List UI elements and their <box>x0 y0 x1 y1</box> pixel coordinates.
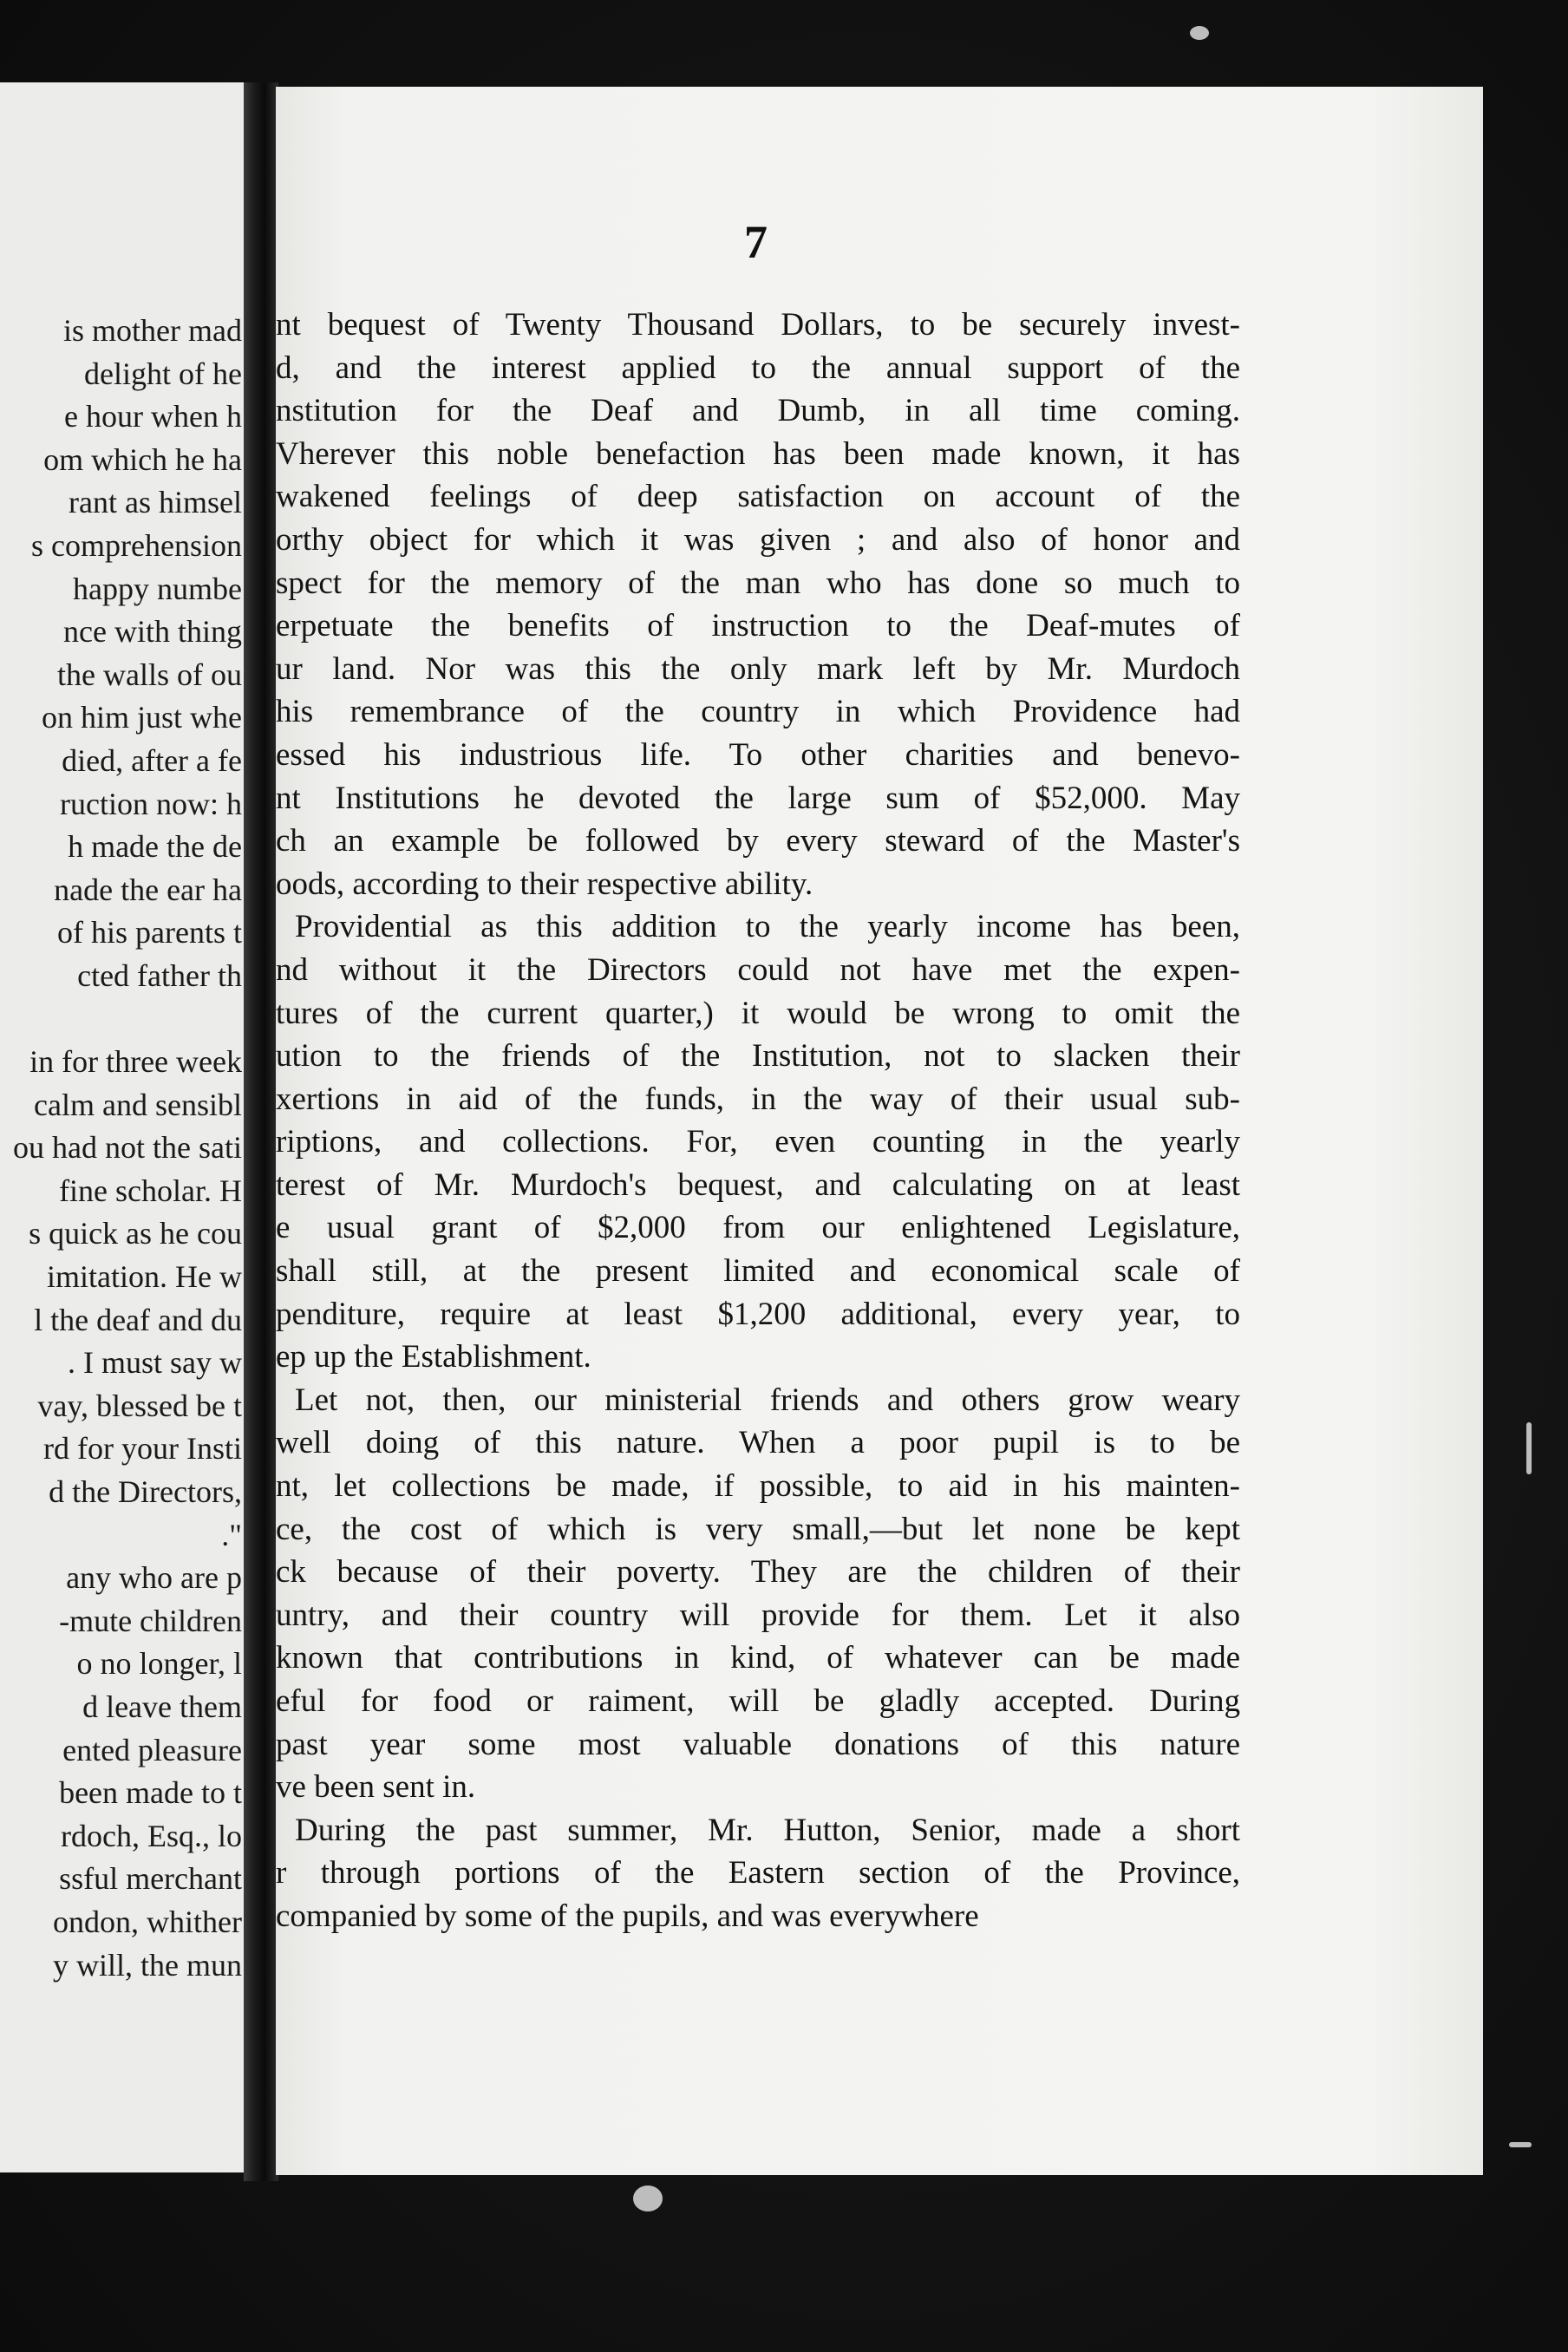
facing-page-line: . I must say w <box>68 1345 242 1381</box>
book-page <box>276 87 1483 2175</box>
facing-page-line: calm and sensibl <box>34 1087 242 1122</box>
facing-page <box>0 82 247 2172</box>
text-line: shall still, at the present limited and economical scale of <box>276 1253 1240 1290</box>
text-line: wakened feelings of deep satisfaction on account of the <box>276 479 1240 515</box>
text-line: past year some most valuable donations of this nature <box>276 1726 1240 1762</box>
text-line: ution to the friends of the Institution, not to slacken their <box>276 1038 1240 1075</box>
text-line: erpetuate the benefits of instruction to the Deaf-mutes of <box>276 608 1240 644</box>
text-line: penditure, require at least $1,200 additional, every year, to <box>276 1296 1240 1332</box>
facing-page-line: the walls of ou <box>57 657 242 692</box>
facing-page-line: cted father th <box>77 957 242 993</box>
text-line: ve been sent in. <box>276 1769 476 1806</box>
facing-page-line: delight of he <box>84 356 242 391</box>
facing-page-line: in for three week <box>29 1044 242 1080</box>
facing-page-line: ented pleasure <box>62 1732 242 1767</box>
dust-speck <box>1526 1422 1532 1474</box>
facing-page-line: ." <box>221 1517 242 1552</box>
facing-page-line: -mute children <box>59 1603 242 1638</box>
facing-page-line: died, after a fe <box>62 742 242 778</box>
text-line: his remembrance of the country in which Providence had <box>276 694 1240 730</box>
text-line: essed his industrious life. To other charities and benevo- <box>276 736 1240 773</box>
text-line: nstitution for the Deaf and Dumb, in all time coming. <box>276 393 1240 429</box>
text-line: During the past summer, Mr. Hutton, Senior, made a short <box>295 1812 1240 1848</box>
text-line: xertions in aid of the funds, in the way of their usual sub- <box>276 1081 1240 1117</box>
text-line: oods, according to their respective ability. <box>276 866 813 902</box>
text-line: ce, the cost of which is very small,—but let none be kept <box>276 1511 1240 1547</box>
text-line: e usual grant of $2,000 from our enlightened Legislature, <box>276 1210 1240 1246</box>
text-line: well doing of this nature. When a poor pupil is to be <box>276 1425 1240 1461</box>
facing-page-line: ssful merchant <box>59 1861 242 1897</box>
text-line: Let not, then, our ministerial friends and others grow weary <box>295 1382 1240 1418</box>
text-line: untry, and their country will provide for them. Let it also <box>276 1597 1240 1633</box>
facing-page-line: s quick as he cou <box>29 1216 242 1251</box>
text-line: orthy object for which it was given ; and also of honor and <box>276 521 1240 558</box>
facing-page-line: y will, the mun <box>53 1947 242 1983</box>
text-line: companied by some of the pupils, and was everywhere <box>276 1898 979 1934</box>
facing-page-line: d leave them <box>82 1689 242 1724</box>
facing-page-line: o no longer, l <box>76 1646 242 1682</box>
text-line: riptions, and collections. For, even counting in the yearly <box>276 1124 1240 1160</box>
text-line: terest of Mr. Murdoch's bequest, and calculating on at least <box>276 1166 1240 1203</box>
facing-page-line: of his parents t <box>57 915 242 951</box>
facing-page-line: d the Directors, <box>49 1474 242 1510</box>
binding-gutter <box>244 82 278 2181</box>
facing-page-line: ou had not the sati <box>13 1130 242 1166</box>
text-line: ck because of their poverty. They are the children of their <box>276 1554 1240 1591</box>
page-number: 7 <box>744 216 768 268</box>
text-line: Vherever this noble benefaction has been made known, it has <box>276 435 1240 472</box>
facing-page-line: nce with thing <box>63 614 242 650</box>
facing-page-line: happy numbe <box>73 571 242 606</box>
text-line: eful for food or raiment, will be gladly accepted. During <box>276 1683 1240 1719</box>
facing-page-line: h made the de <box>68 829 242 865</box>
facing-page-line: is mother mad <box>63 313 242 348</box>
text-line: ch an example be followed by every steward of the Master's <box>276 823 1240 859</box>
text-line: known that contributions in kind, of whatever can be made <box>276 1640 1240 1676</box>
text-line: nd without it the Directors could not have met the expen- <box>276 951 1240 988</box>
facing-page-line: e hour when h <box>64 399 242 434</box>
dust-speck <box>633 2185 663 2212</box>
facing-page-line: s comprehension <box>31 527 242 563</box>
page-body-text <box>276 304 1240 1938</box>
text-line: nt, let collections be made, if possible, to aid in his mainten- <box>276 1468 1240 1505</box>
facing-page-line: any who are p <box>66 1560 242 1596</box>
facing-page-line: om which he ha <box>43 441 242 477</box>
facing-page-line: vay, blessed be t <box>37 1388 242 1423</box>
facing-page-line: rdoch, Esq., lo <box>61 1818 242 1853</box>
text-line: tures of the current quarter,) it would be wrong to omit the <box>276 995 1240 1031</box>
facing-page-line <box>0 998 242 1042</box>
facing-page-line: been made to t <box>59 1775 242 1811</box>
facing-page-line: on him just whe <box>42 700 242 735</box>
text-line: ep up the Establishment. <box>276 1339 591 1375</box>
facing-page-line: ruction now: h <box>60 786 242 821</box>
dust-speck <box>1509 2142 1532 2147</box>
facing-page-line: l the deaf and du <box>34 1302 242 1337</box>
facing-page-line: ondon, whither <box>53 1904 242 1939</box>
text-line: nt bequest of Twenty Thousand Dollars, to be securely invest- <box>276 307 1240 343</box>
text-line: spect for the memory of the man who has done so much to <box>276 565 1240 601</box>
facing-page-line: nade the ear ha <box>54 872 242 907</box>
text-line: nt Institutions he devoted the large sum of $52,000. May <box>276 780 1240 816</box>
text-line: Providential as this addition to the yearly income has been, <box>295 909 1240 945</box>
facing-page-line: fine scholar. H <box>59 1173 242 1208</box>
text-line: r through portions of the Eastern section of the Province, <box>276 1855 1240 1891</box>
facing-page-text <box>0 310 242 1987</box>
text-line: ur land. Nor was this the only mark left by Mr. Murdoch <box>276 650 1240 687</box>
facing-page-line: rant as himsel <box>69 485 242 520</box>
dust-speck <box>1190 26 1209 40</box>
text-line: d, and the interest applied to the annual support of the <box>276 350 1240 386</box>
facing-page-line: imitation. He w <box>47 1259 242 1295</box>
facing-page-line: rd for your Insti <box>43 1431 242 1467</box>
